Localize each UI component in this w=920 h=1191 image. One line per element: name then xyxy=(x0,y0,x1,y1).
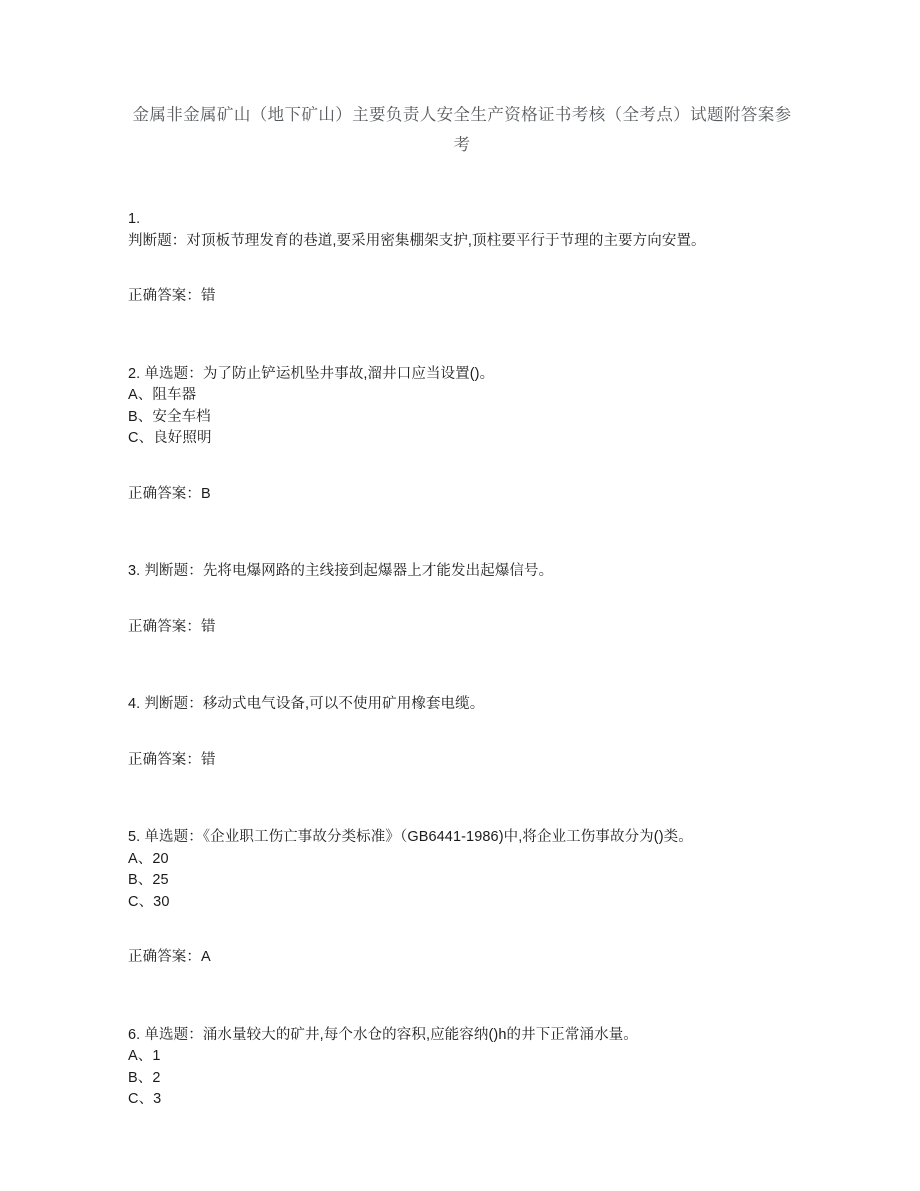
question-block xyxy=(128,827,796,969)
question-block xyxy=(128,209,796,308)
answer-value: 错 xyxy=(201,618,216,635)
option-item: C、良好照明 xyxy=(128,430,212,446)
option-list xyxy=(128,385,796,450)
question-answer xyxy=(128,716,796,772)
question-block xyxy=(128,1025,796,1111)
question-stem: 判断题：对顶板节理发育的巷道,要采用密集棚架支护,顶柱要平行于节理的主要方向安置。 xyxy=(128,232,706,249)
question-stem: 6. 单选题：涌水量较大的矿井,每个水仓的容积,应能容纳()h的井下正常涌水量。 xyxy=(128,1026,638,1043)
question-stem: 2. 单选题：为了防止铲运机坠井事故,溜井口应当设置()。 xyxy=(128,365,495,382)
answer-label: 正确答案： xyxy=(128,288,201,304)
page-title: 金属非金属矿山（地下矿山）主要负责人安全生产资格证书考核（全考点）试题附答案参考 xyxy=(132,105,792,154)
option-list xyxy=(128,849,796,914)
question-answer xyxy=(128,913,796,969)
option-item: C、30 xyxy=(128,893,170,910)
option-item: B、2 xyxy=(128,1069,161,1086)
question-answer xyxy=(128,252,796,308)
option-item: A、1 xyxy=(128,1048,161,1064)
question-stem: 3. 判断题：先将电爆网路的主线接到起爆器上才能发出起爆信号。 xyxy=(128,563,554,579)
question-block xyxy=(128,561,796,638)
option-item: C、3 xyxy=(128,1091,162,1107)
option-item: A、阻车器 xyxy=(128,387,197,403)
answer-label: 正确答案： xyxy=(128,485,201,502)
answer-value: A xyxy=(201,949,211,965)
answer-value: 错 xyxy=(201,288,216,304)
question-stem: 5. 单选题：《企业职工伤亡事故分类标准》（GB6441-1986)中,将企业工伤事故分为()类。 xyxy=(128,829,693,845)
question-answer xyxy=(128,583,796,639)
option-list xyxy=(128,1046,796,1111)
question-list xyxy=(128,209,796,1111)
answer-label: 正确答案： xyxy=(128,751,201,768)
question-block xyxy=(128,694,796,771)
content-column xyxy=(128,100,796,1111)
question-stem: 4. 判断题：移动式电气设备,可以不使用矿用橡套电缆。 xyxy=(128,696,485,712)
answer-label: 正确答案： xyxy=(128,618,201,635)
answer-value: 错 xyxy=(201,751,216,768)
answer-label: 正确答案： xyxy=(128,949,201,965)
option-item: B、安全车档 xyxy=(128,408,211,425)
question-answer xyxy=(128,450,796,506)
answer-value: B xyxy=(201,485,211,502)
option-item: B、25 xyxy=(128,872,169,888)
option-item: A、20 xyxy=(128,850,169,867)
question-block xyxy=(128,364,796,506)
question-number: 1. xyxy=(128,211,141,227)
